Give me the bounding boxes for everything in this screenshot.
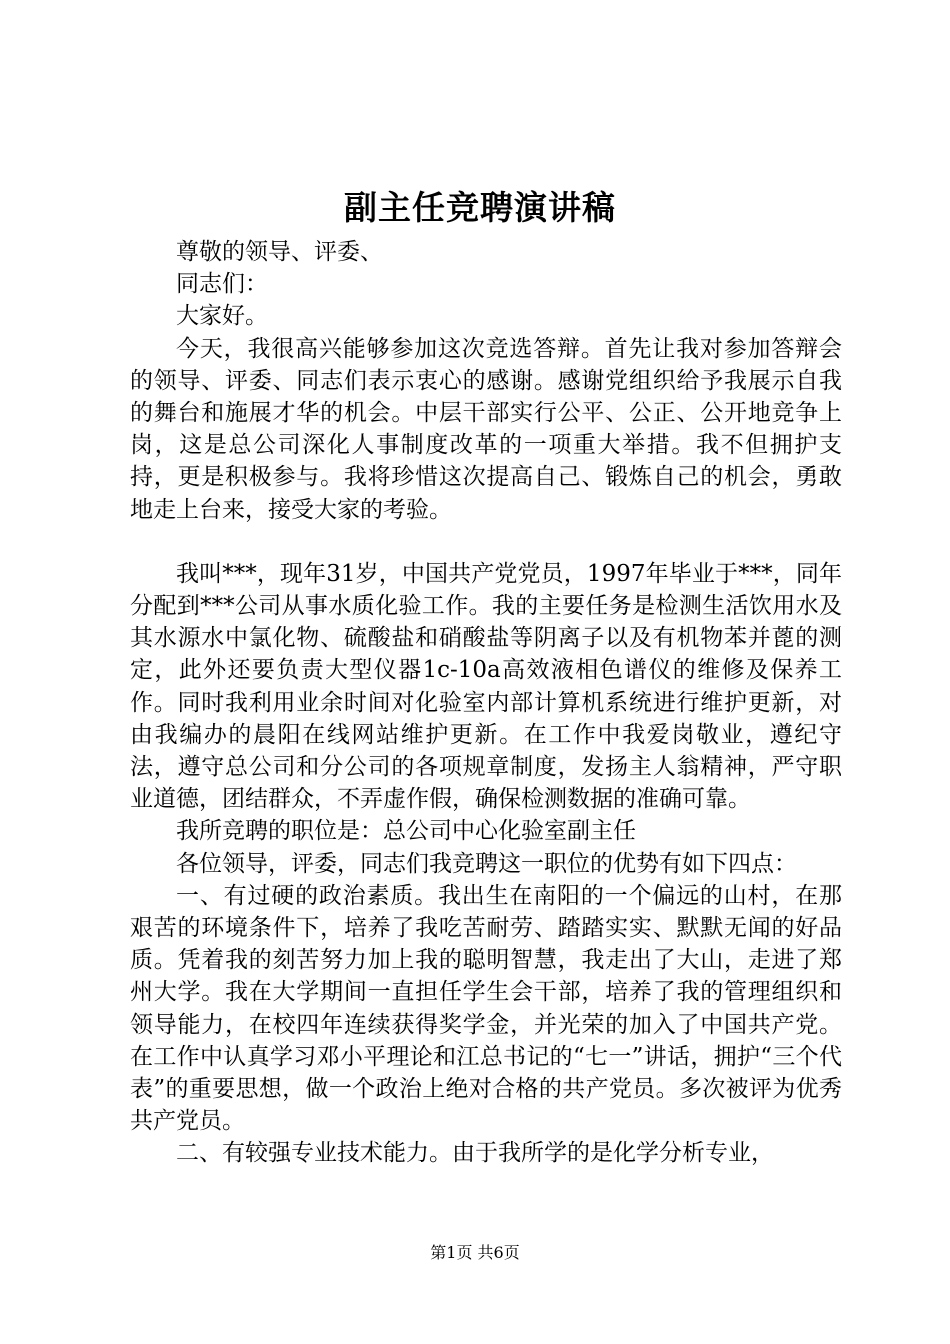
greeting: 大家好。 [176, 303, 268, 330]
paragraph-spacer [130, 526, 842, 558]
paragraph-advantage-2: 二、有较强专业技术能力。由于我所学的是化学分析专业， [176, 1140, 774, 1167]
paragraph-advantages-intro: 各位领导，评委，同志们我竞聘这一职位的优势有如下四点： [176, 850, 797, 877]
paragraph-self-introduction: 我叫***，现年31岁，中国共产党党员，1997年毕业于***，同年分配到***公司从事水质化验工作。我的主要任务是检测生活饮用水及其水源水中氯化物、硫酸盐和硝酸盐等阴离子以及有机物苯并蓖的测定，此外还要负责大型仪器1c-10a高效液相色谱仪的维修及保养工作。同时我利用业余时间对化验室内部计算机系统进行维护更新，对由我编办的晨阳在线网站维护更新。在工作中我爱岗敬业，遵纪守法，遵守总公司和分公司的各项规章制度，发扬主人翁精神，严守职业道德，团结群众，不弄虚作假，确保检测数据的准确可靠。 [130, 560, 842, 813]
salutation-line-2: 同志们： [176, 271, 268, 298]
paragraph-opening: 今天，我很高兴能够参加这次竞选答辩。首先让我对参加答辩会的领导、评委、同志们表示衷心的感谢。感谢党组织给予我展示自我的舞台和施展才华的机会。中层干部实行公平、公正、公开地竞争上岗，这是总公司深化人事制度改革的一项重大举措。我不但拥护支持，更是积极参与。我将珍惜这次提高自己、锻炼自己的机会，勇敢地走上台来，接受大家的考验。 [130, 335, 842, 523]
salutation-line-1: 尊敬的领导、评委、 [176, 239, 383, 265]
document-title: 副主任竞聘演讲稿 [344, 188, 616, 227]
paragraph-advantage-1: 一、有过硬的政治素质。我出生在南阳的一个偏远的山村，在那艰苦的环境条件下，培养了我吃苦耐劳、踏踏实实、默默无闻的好品质。凭着我的刻苦努力加上我的聪明智慧，我走出了大山，走进了郑州大学。我在大学期间一直担任学生会干部，培养了我的管理组织和领导能力，在校四年连续获得奖学金，并光荣的加入了中国共产党。在工作中认真学习邓小平理论和江总书记的“七一”讲话，拥护“三个代表”的重要思想，做一个政治上绝对合格的共产党员。多次被评为优秀共产党员。 [130, 882, 842, 1135]
page-number-footer: 第1页 共6页 [430, 1243, 520, 1262]
paragraph-position: 我所竞聘的职位是：总公司中心化验室副主任 [176, 818, 636, 845]
document-body [130, 236, 842, 1170]
